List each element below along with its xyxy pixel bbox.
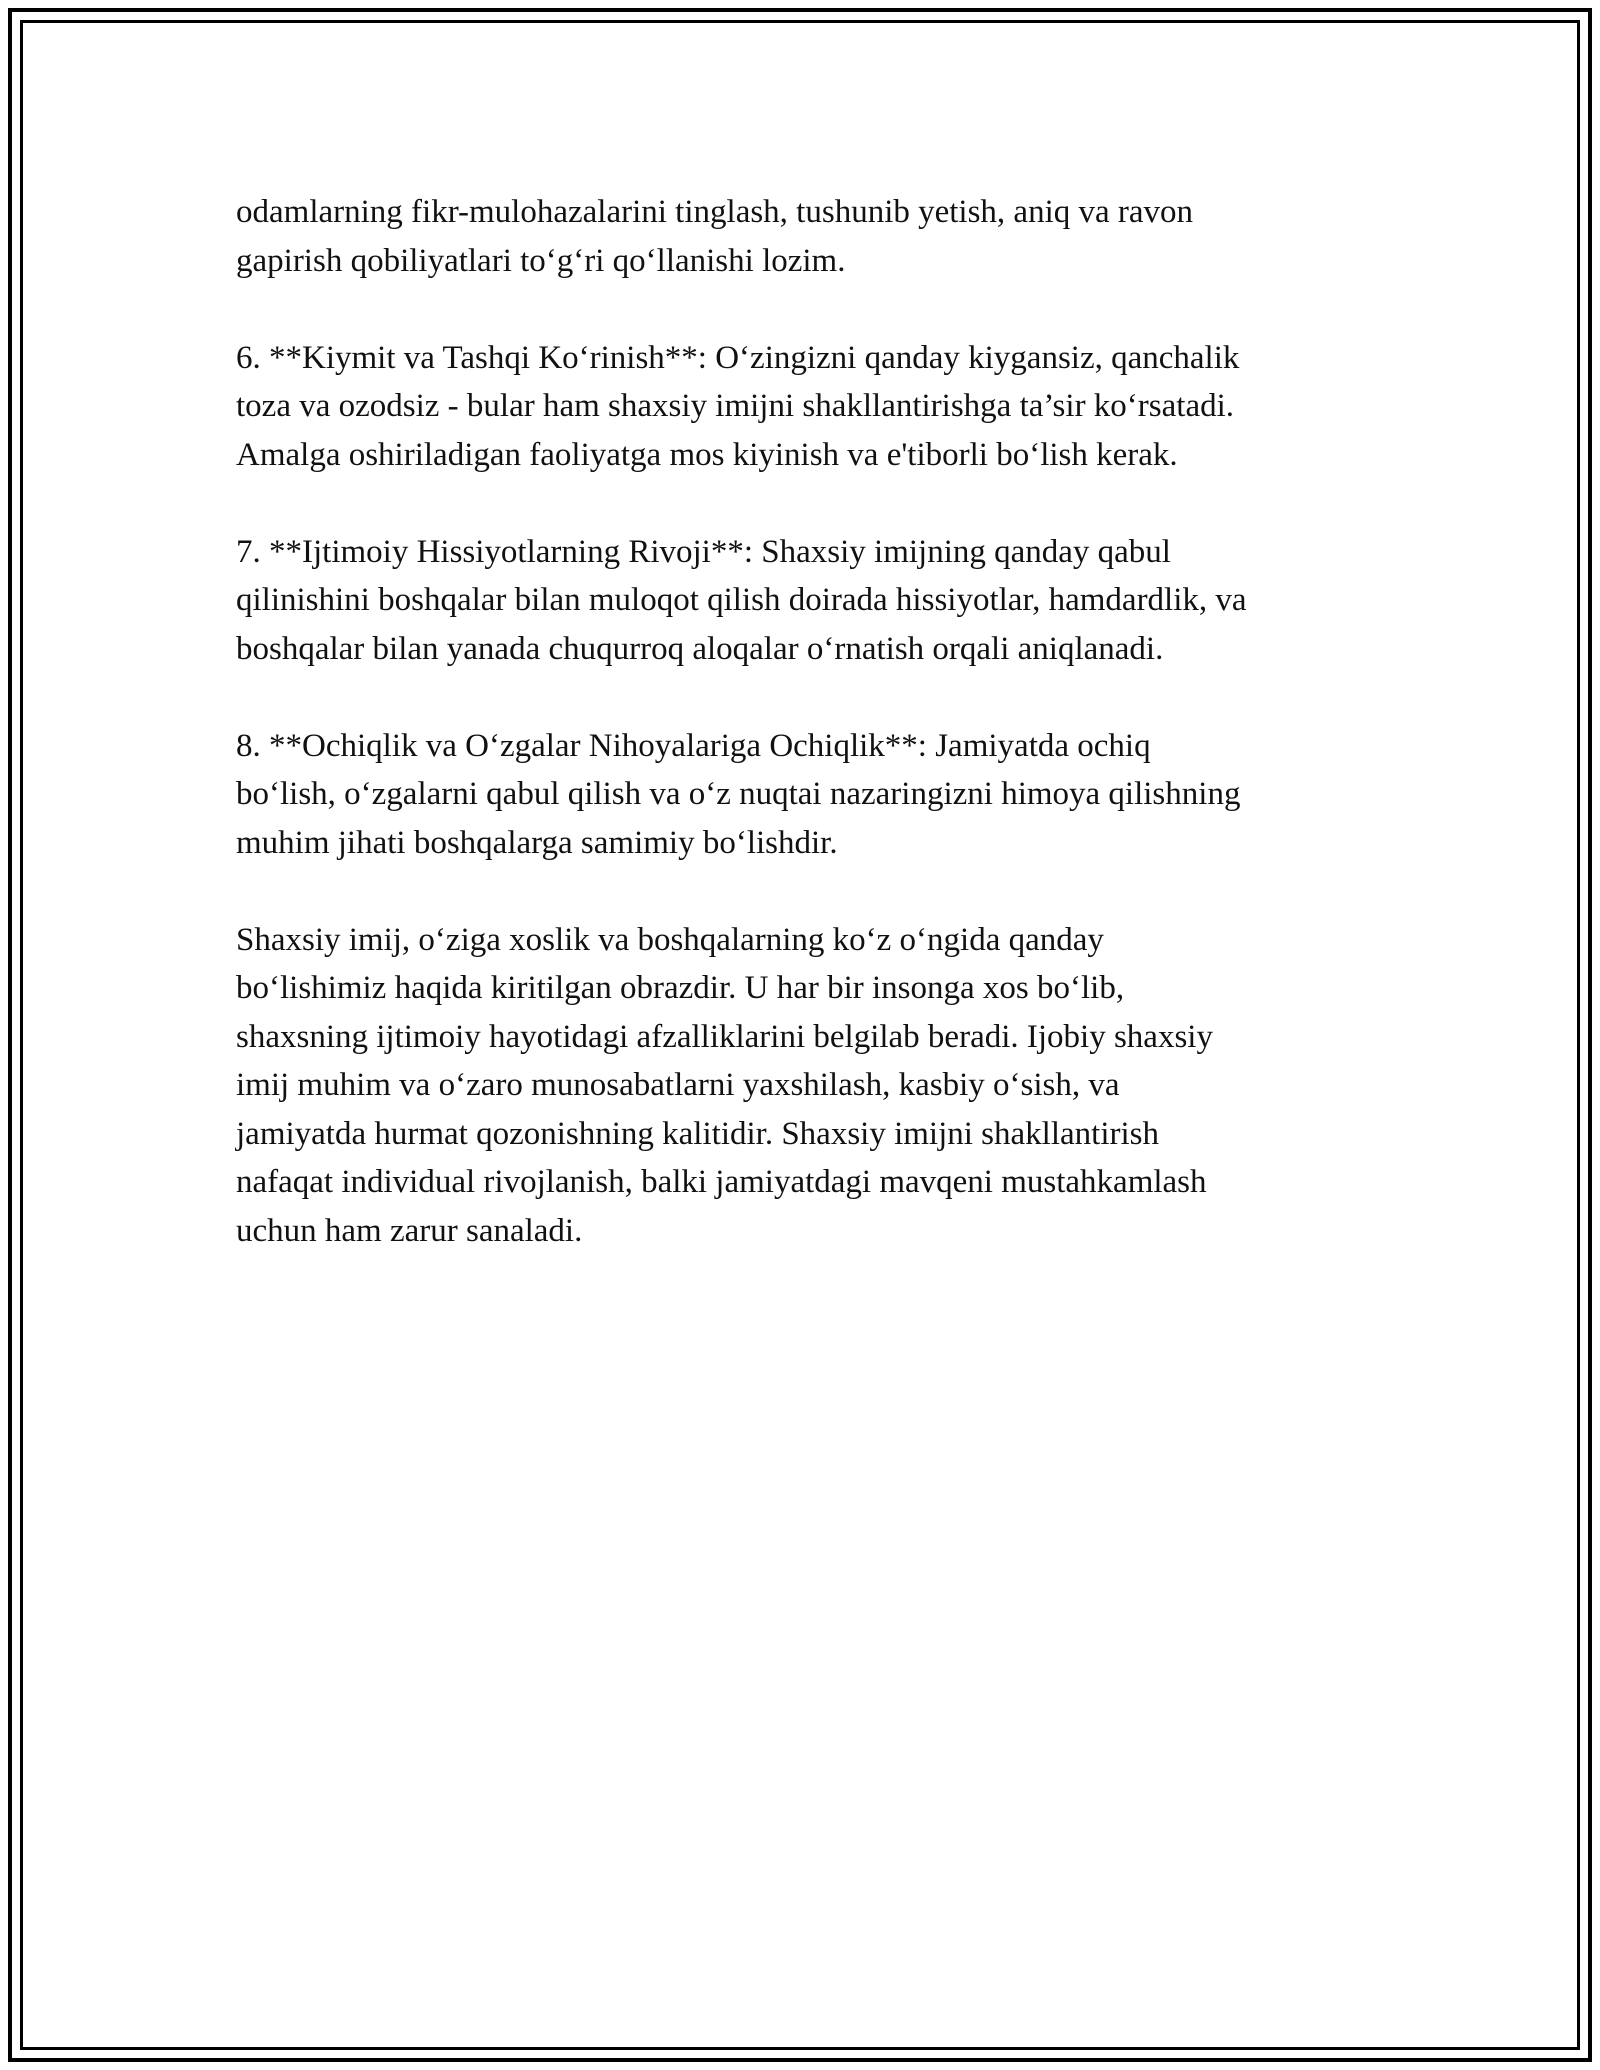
paragraph-listening-skills: odamlarning fikr-mulohazalarini tinglash, tushunib yetish, aniq va ravon gapirish qobiliyatlari to‘g‘ri qo‘llanishi lozim. (236, 194, 1194, 279)
document-body (236, 188, 1386, 1304)
paragraph-item-8-openness: 8. **Ochiqlik va O‘zgalar Nihoyalariga Ochiqlik**: Jamiyatda ochiq bo‘lish, o‘zgalarni qabul qilish va o‘z nuqtai nazaringizni himoya qilishning muhim jihati boshqalarga samimiy bo‘lishdir. (236, 727, 1241, 861)
paragraph-item-7-social-emotions: 7. **Ijtimoiy Hissiyotlarning Rivoji**: Shaxsiy imijning qanday qabul qilinishini boshqalar bilan muloqot qilish doirada hissiyotlar, hamdardlik, va boshqalar bilan yanada chuqurroq aloqalar o‘rnatish orqali aniqlanadi. (236, 533, 1247, 667)
paragraph-conclusion: Shaxsiy imij, o‘ziga xoslik va boshqalarning ko‘z o‘ngida qanday bo‘lishimiz haqida kiritilgan obrazdir. U har bir insonga xos bo‘lib, shaxsning ijtimoiy hayotidagi afzalliklarini belgilab beradi. Ijobiy shaxsiy imij muhim va o‘zaro munosabatlarni yaxshilash, kasbiy o‘sish, va jamiyatda hurmat qozonishning kalitidir. Shaxsiy imijni shakllantirish nafaqat individual rivojlanish, balki jamiyatdagi mavqeni mustahkamlash uchun ham zarur sanaladi. (236, 921, 1213, 1249)
paragraph-item-6-appearance: 6. **Kiymit va Tashqi Ko‘rinish**: O‘zingizni qanday kiygansiz, qanchalik toza va ozodsiz - bular ham shaxsiy imijni shakllantirishga ta’sir ko‘rsatadi. Amalga oshiriladigan faoliyatga mos kiyinish va e'tiborli bo‘lish kerak. (236, 339, 1240, 473)
